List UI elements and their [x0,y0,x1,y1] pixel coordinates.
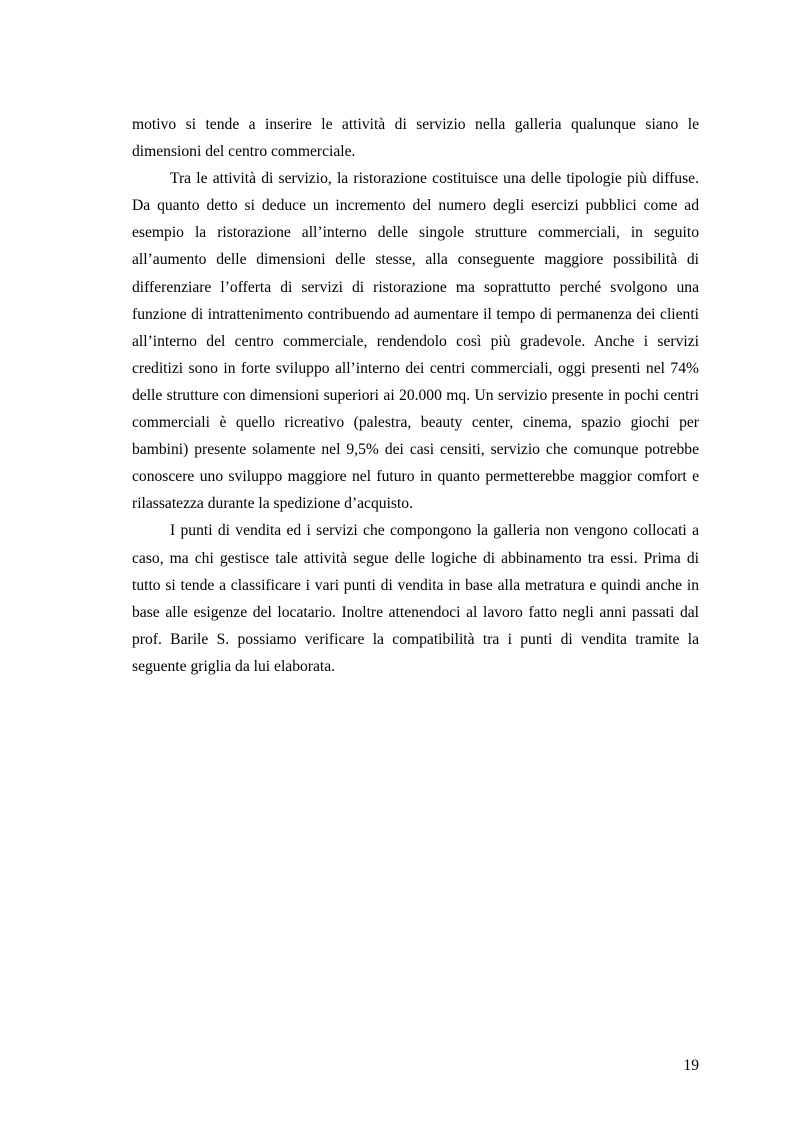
paragraph-ristorazione: Tra le attività di servizio, la ristorazione costituisce una delle tipologie più diffuse. Da quanto detto si deduce un incremento del numero degli esercizi pubblici come ad esempio la ristorazione all’interno delle singole strutture commerciali, in seguito all’aumento delle dimensioni delle stesse, alla conseguente maggiore possibilità di differenziare l’offerta di servizi di ristorazione ma soprattutto perché svolgono una funzione di intrattenimento contribuendo ad aumentare il tempo di permanenza dei clienti all’interno del centro commerciale, rendendolo così più gradevole. Anche i servizi creditizi sono in forte sviluppo all’interno dei centri commerciali, oggi presenti nel 74% delle strutture con dimensioni superiori ai 20.000 mq. Un servizio presente in pochi centri commerciali è quello ricreativo (palestra, beauty center, cinema, spazio giochi per bambini) presente solamente nel 9,5% dei casi censiti, servizio che comunque potrebbe conoscere uno sviluppo maggiore nel futuro in quanto permetterebbe maggior comfort e rilassatezza durante la spedizione d’acquisto. [132,170,699,513]
paragraph-punti-vendita: I punti di vendita ed i servizi che compongono la galleria non vengono collocati a caso, ma chi gestisce tale attività segue delle logiche di abbinamento tra essi. Prima di tutto si tende a classificare i vari punti di vendita in base alla metratura e quindi anche in base alle esigenze del locatario. Inoltre attenendoci al lavoro fatto negli anni passati dal prof. Barile S. possiamo verificare la compatibilità tra i punti di vendita tramite la seguente griglia da lui elaborata. [132,522,699,675]
body-text [132,111,699,680]
page-number: 19 [683,1057,699,1074]
paragraph-continuation: motivo si tende a inserire le attività di servizio nella galleria qualunque siano le dimensioni del centro commerciale. [132,116,699,161]
